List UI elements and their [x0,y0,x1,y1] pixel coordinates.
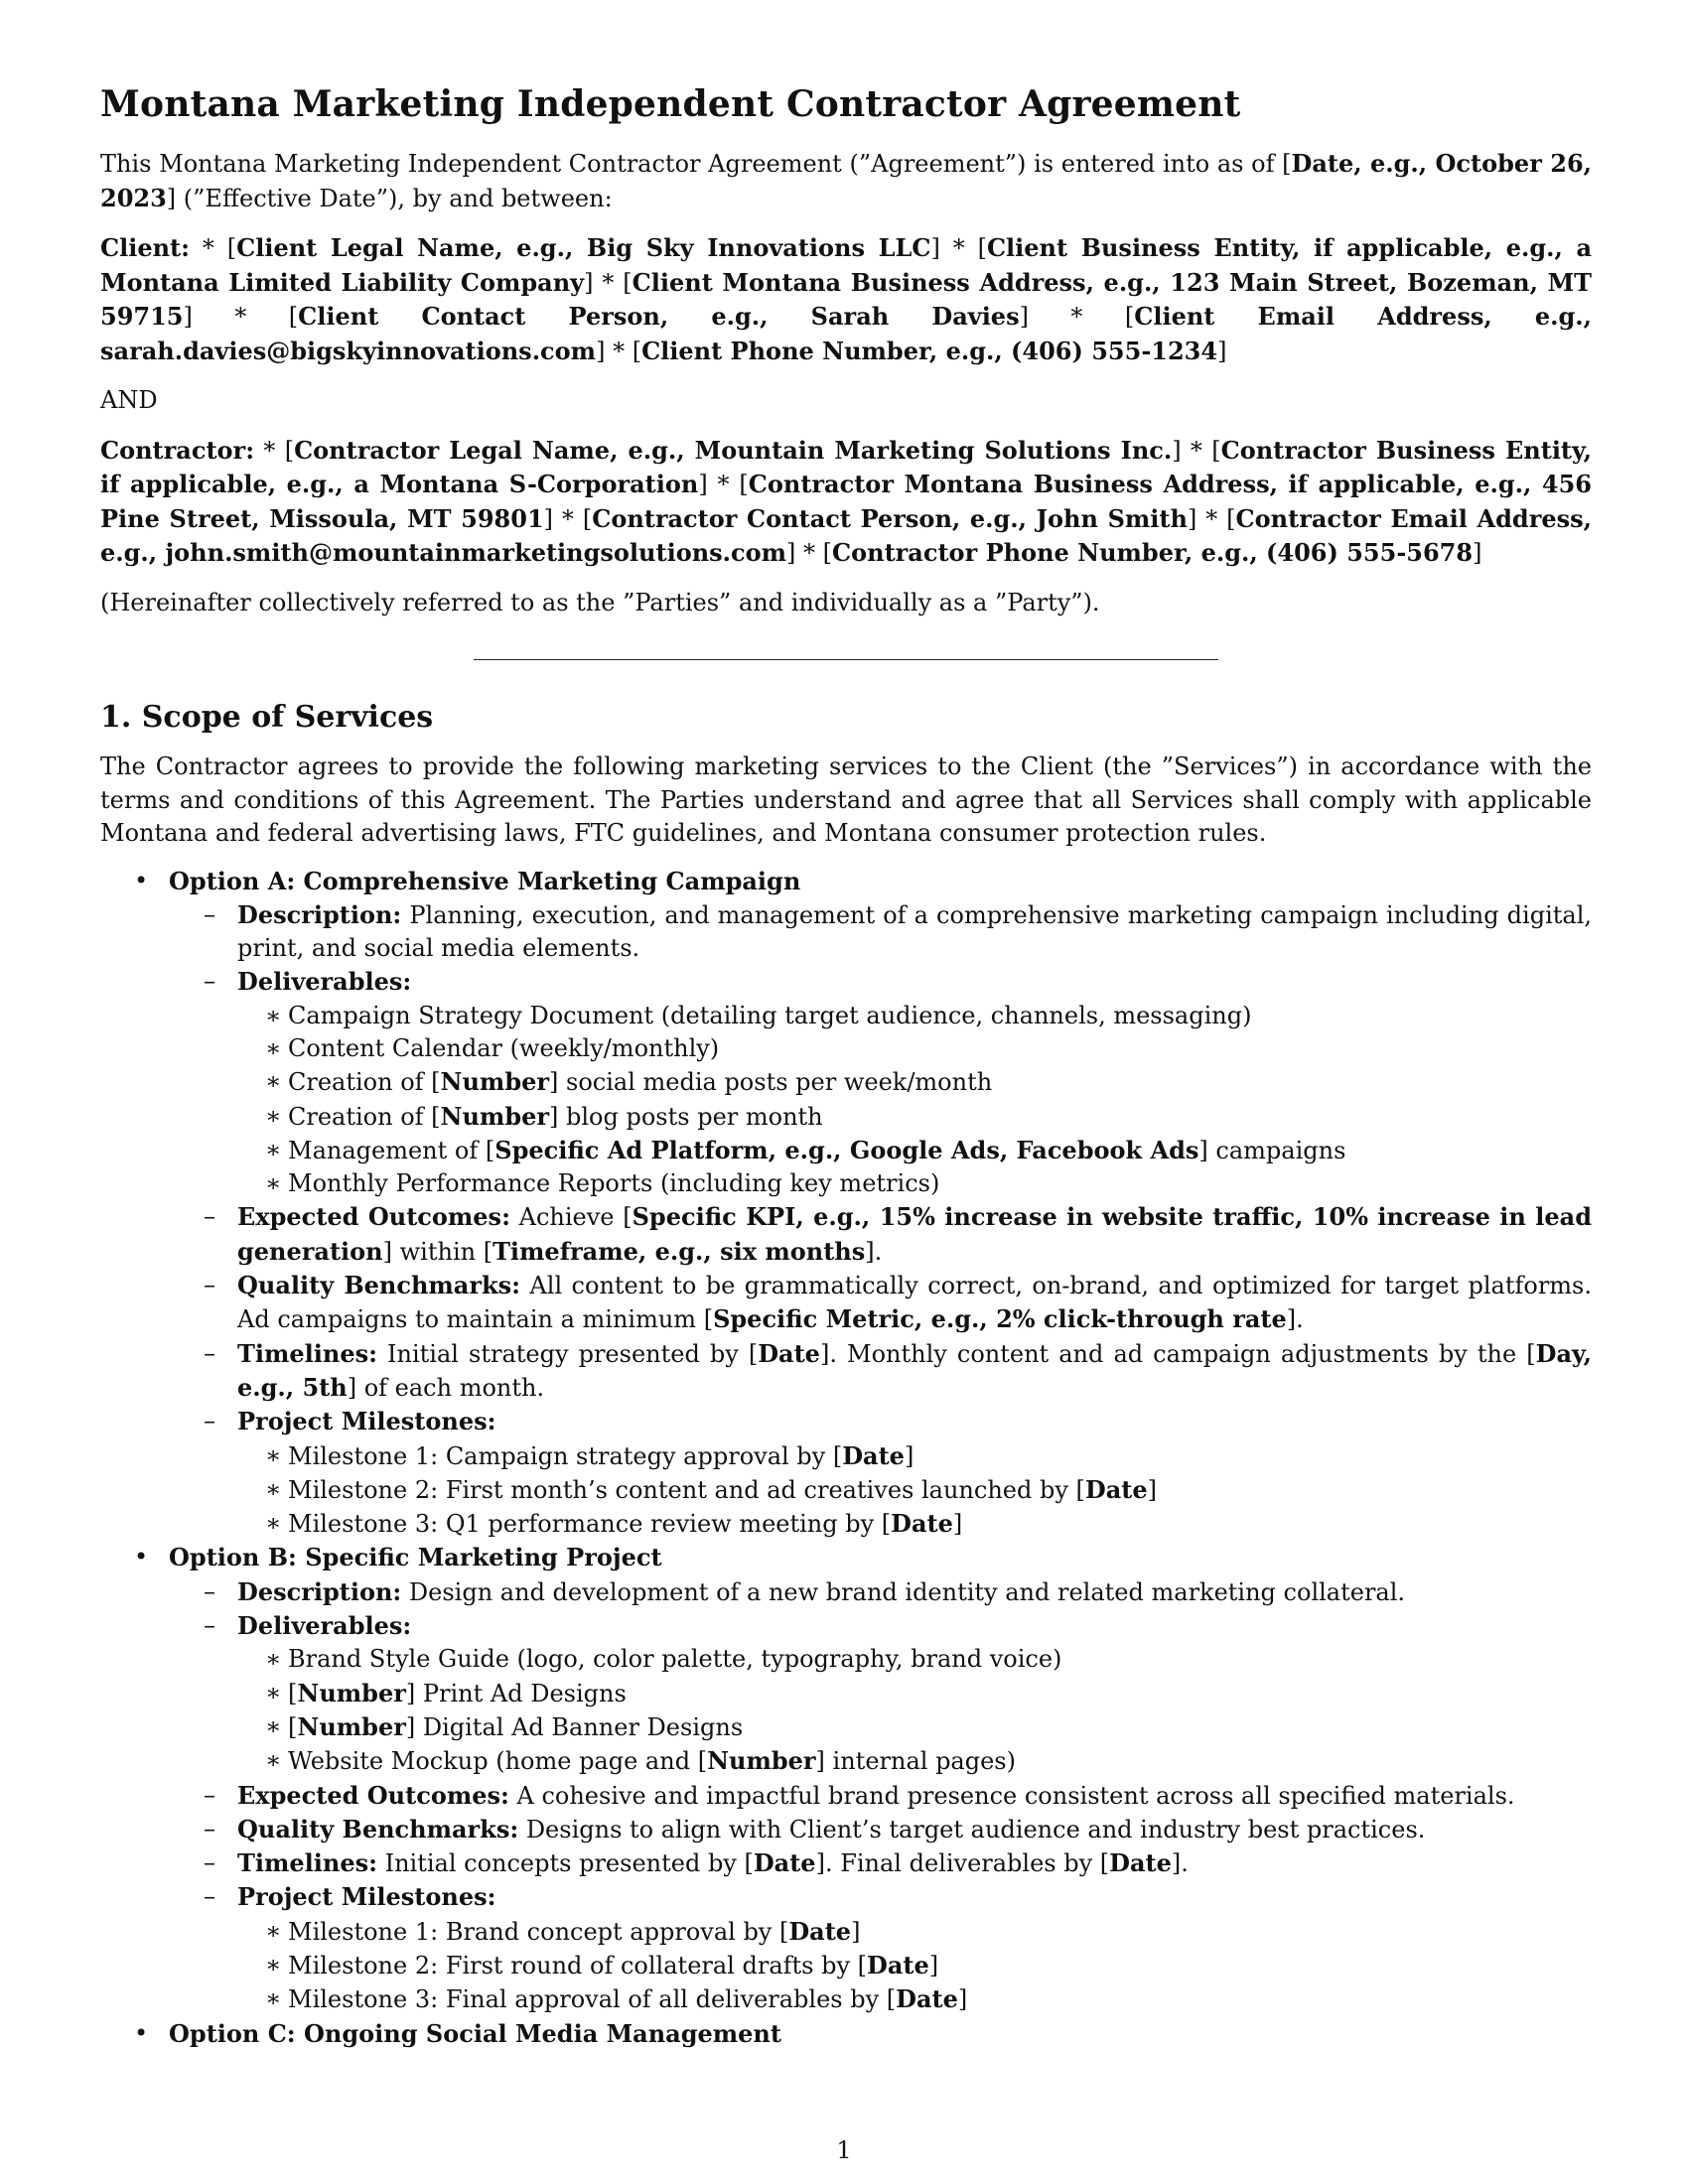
list-item: ∗ Milestone 3: Q1 performance review meeting by [Date] [237,1507,1592,1541]
list-item: ∗ Milestone 3: Final approval of all deliverables by [Date] [237,1982,1592,2016]
list-item: ∗ Management of [Specific Ad Platform, e.g., Google Ads, Facebook Ads] campaigns [237,1134,1592,1167]
option-b-quality: – Quality Benchmarks: Designs to align with Client’s target audience and industry best practices. [169,1813,1592,1846]
option-c-title: Option C: Ongoing Social Media Management [169,2018,781,2048]
list-item: ∗ Milestone 2: First month’s content and ad creatives launched by [Date] [237,1473,1592,1507]
intro-paragraph: This Montana Marketing Independent Contractor Agreement (”Agreement”) is entered into as of [Date, e.g., October 26, 2023] (”Effective Date”), by and between: [100,149,1592,212]
parties-note: (Hereinafter collectively referred to as the ”Parties” and individually as a ”Party”). [100,588,1100,616]
client-label: Client: [100,233,190,262]
option-b-timelines: – Timelines: Initial concepts presented by [Date]. Final deliverables by [Date]. [169,1846,1592,1880]
section-1-intro: The Contractor agrees to provide the following marketing services to the Client (the ”Services”) in accordance with the terms and conditions of this Agreement. The Parties understand and agree that all Services shall comply with applicable Montana and federal advertising laws, FTC guidelines, and Montana consumer protection rules. [100,752,1592,847]
and-separator: AND [100,386,158,414]
list-item: ∗ Brand Style Guide (logo, color palette, typography, brand voice) [237,1643,1592,1676]
option-b-milestones: – Project Milestones: ∗ Milestone 1: Brand concept approval by [Date] ∗ Milestone 2: First round of collateral drafts by [Date] ∗ Milestone 3: Final approval of all deliverables by [Date] [169,1880,1592,2016]
list-item: ∗ Website Mockup (home page and [Number] internal pages) [237,1744,1592,1778]
contractor-label: Contractor: [100,435,255,465]
list-item: ∗ Creation of [Number] blog posts per month [237,1100,1592,1134]
option-b [100,1541,1592,2016]
list-item: ∗ [Number] Print Ad Designs [237,1677,1592,1710]
option-b-description: – Description: Design and development of a new brand identity and related marketing collateral. [169,1575,1592,1609]
option-a-outcomes: – Expected Outcomes: Achieve [Specific KPI, e.g., 15% increase in website traffic, 10% increase in lead generation] within [Timeframe, e.g., six months]. [169,1200,1592,1269]
list-item: ∗ Monthly Performance Reports (including key metrics) [237,1167,1592,1200]
contractor-block: Contractor: * [Contractor Legal Name, e.g., Mountain Marketing Solutions Inc.] * [Contractor Business Entity, if applicable, e.g., a Montana S-Corporation] * [Contractor Montana Business Address, if applicable, e.g., 456 Pine Street, Missoula, MT 59801] * [Contractor Contact Person, e.g., John Smith] * [Contractor Email Address, e.g., john.smith@mountainmarketingsolutions.com] * [Contractor Phone Number, e.g., (406) 555-5678] [100,435,1593,567]
option-c [100,2017,1592,2051]
list-item: ∗ Milestone 1: Campaign strategy approval by [Date] [237,1439,1592,1473]
list-item: ∗ Content Calendar (weekly/monthly) [237,1032,1592,1065]
list-item: ∗ Creation of [Number] social media posts per week/month [237,1065,1592,1099]
client-block: Client: * [Client Legal Name, e.g., Big Sky Innovations LLC] * [Client Business Entity, if applicable, e.g., a Montana Limited Liability Company] * [Client Montana Business Address, e.g., 123 Main Street, Bozeman, MT 59715] * [Client Contact Person, e.g., Sarah Davies] * [Client Email Address, e.g., sarah.davies@bigskyinnovations.com] * [Client Phone Number, e.g., (406) 555-1234] [100,233,1593,365]
option-a-timelines: – Timelines: Initial strategy presented by [Date]. Monthly content and ad campaign adjustments by the [Day, e.g., 5th] of each month. [169,1337,1592,1406]
document-page [100,83,1592,2051]
option-b-outcomes: – Expected Outcomes: A cohesive and impactful brand presence consistent across all specified materials. [169,1779,1592,1813]
option-b-deliverables: – Deliverables: ∗ Brand Style Guide (logo, color palette, typography, brand voice) ∗ [Number] Print Ad Designs ∗ [Number] Digital Ad Banner Designs ∗ Website Mockup (home page and [Number] internal pages) [169,1609,1592,1778]
option-a [100,865,1592,1542]
horizontal-divider [474,659,1218,660]
list-item: ∗ Campaign Strategy Document (detailing target audience, channels, messaging) [237,1000,1592,1032]
options-list [100,865,1592,2051]
list-item: ∗ Milestone 2: First round of collateral drafts by [Date] [237,1949,1592,1982]
section-1-heading: 1. Scope of Services [100,700,434,735]
document-title: Montana Marketing Independent Contractor Agreement [100,83,1241,125]
page-number: 1 [836,2136,852,2164]
option-a-description: – Description: Planning, execution, and management of a comprehensive marketing campaign including digital, print, and social media elements. [169,898,1592,966]
list-item: ∗ Milestone 1: Brand concept approval by [Date] [237,1915,1592,1949]
option-a-deliverables: – Deliverables: ∗ Campaign Strategy Document (detailing target audience, channels, messaging) ∗ Content Calendar (weekly/monthly) ∗ Creation of [Number] social media posts per week/month ∗ Creation of [Number] blog posts per month ∗ Management of [Specific Ad Platform, e.g., Google Ads, Facebook Ads] campaigns ∗ Monthly Performance Reports (including key metrics) [169,965,1592,1200]
list-item: ∗ [Number] Digital Ad Banner Designs [237,1710,1592,1744]
option-b-title: Option B: Specific Marketing Project [169,1543,662,1572]
option-a-quality: – Quality Benchmarks: All content to be grammatically correct, on-brand, and optimized for target platforms. Ad campaigns to maintain a minimum [Specific Metric, e.g., 2% click-through rate]. [169,1269,1592,1337]
option-a-title: Option A: Comprehensive Marketing Campaign [169,866,801,895]
option-a-milestones: – Project Milestones: ∗ Milestone 1: Campaign strategy approval by [Date] ∗ Milestone 2: First month’s content and ad creatives launched by [Date] ∗ Milestone 3: Q1 performance review meeting by [Date] [169,1405,1592,1541]
